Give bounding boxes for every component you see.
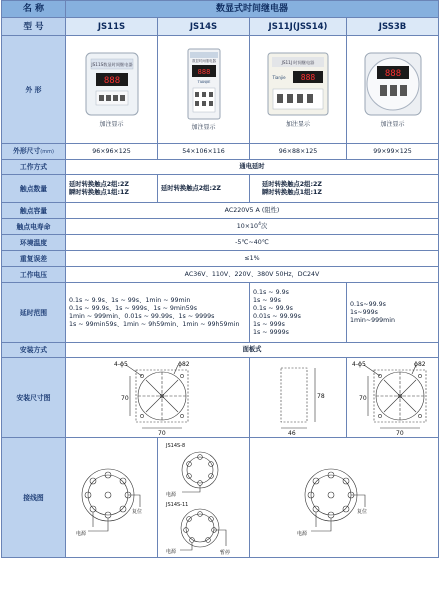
js14s11-label: JS14S-11 <box>165 501 188 508</box>
diameter-note-2: ϕ82 <box>414 360 426 368</box>
side-dimension: 70 <box>120 394 129 402</box>
dimensions-row <box>2 144 439 160</box>
reset-label-2: 复位 <box>357 508 368 515</box>
js14s-brand: TIANJIE <box>197 79 210 84</box>
power-label-2: 电源 <box>165 491 176 498</box>
power-label-1: 电源 <box>75 530 86 537</box>
mount-drawing-js11s <box>66 358 250 438</box>
model-js14s: JS14S <box>158 18 250 36</box>
working-mode-value: 通电延时 <box>66 160 439 175</box>
contacts-js11s: 延时转换触点2组:2Z 瞬时转换触点1组:1Z <box>66 175 158 203</box>
mount-dims-row <box>2 358 439 438</box>
bottom-dimension: 70 <box>157 429 166 436</box>
ambient-temp-label: 环境温度 <box>2 235 66 251</box>
dimension-js11j: 96×88×125 <box>250 144 347 160</box>
table-title: 数显式时间继电器 <box>66 1 439 18</box>
delay-range-js11j: 0.1s ~ 9.9s 1s ~ 99s 0.1s ~ 99.9s 0.01s ~ 99.99s 1s ~ 999s 1s ~ 9999s <box>250 283 347 343</box>
caption-js11s: 加注显示 <box>99 120 124 128</box>
holes-note: 4-ϕ5 <box>113 360 128 368</box>
repeat-error-row <box>2 251 439 267</box>
working-mode-row <box>2 160 439 175</box>
model-label: 型 号 <box>2 18 66 36</box>
mounting-row <box>2 343 439 358</box>
wiring-label: 接线图 <box>2 438 66 558</box>
power-label-4: 电源 <box>297 530 308 537</box>
ambient-temp-row <box>2 235 439 251</box>
delay-range-js11s-js14s: 0.1s ~ 9.9s、1s ~ 99s、1min ~ 99min 0.1s ~ 99.9s、1s ~ 999s、1s ~ 9min59s 1min ~ 999min、0.01s ~ 99.99s、1s ~ 9999s 1s ~ 99min59s、1min ~ 9h59min、1min ~ 99h59min <box>66 283 250 343</box>
wiring-js11s-cell <box>66 438 158 558</box>
reset-label-1: 复位 <box>131 508 142 515</box>
relay-js14s-image <box>184 48 224 122</box>
working-mode-label: 工作方式 <box>2 160 66 175</box>
contact-life-value: $10\times 10^4$次 <box>66 219 439 235</box>
svg-text:888: 888 <box>300 72 316 82</box>
wiring-js14s-cell <box>158 438 250 558</box>
side-dimension-2: 70 <box>359 394 367 402</box>
contacts-js14s: 延时转换触点2组:2Z <box>158 175 250 203</box>
repeat-error-label: 重复误差 <box>2 251 66 267</box>
relay-jss3b-image <box>362 51 424 119</box>
wiring-row <box>2 438 439 558</box>
svg-text:888: 888 <box>384 68 401 79</box>
contact-capacity-row <box>2 203 439 219</box>
bottom-dimension-2: 70 <box>396 429 404 436</box>
holes-note-2: 4-ϕ5 <box>352 360 366 368</box>
js11j-brand: Tianjie <box>272 74 286 80</box>
header-row <box>2 1 439 18</box>
model-jss3b: JSS3B <box>347 18 439 36</box>
cutout-drawing-round <box>108 360 208 436</box>
name-label: 名 称 <box>2 1 66 18</box>
js14s-face-label: 数显时间继电器 <box>191 58 216 63</box>
svg-text:888: 888 <box>103 75 120 86</box>
dimension-js14s: 54×106×116 <box>158 144 250 160</box>
ambient-temp-value: -5℃~40℃ <box>66 235 439 251</box>
photo-js11j-cell <box>250 36 347 144</box>
js14-width-dimension: 46 <box>288 429 296 436</box>
contact-capacity-label: 触点容量 <box>2 203 66 219</box>
delay-range-jss3b: 0.1s~99.9s 1s~999s 1min~999min <box>347 283 439 343</box>
dimension-jss3b: 99×99×125 <box>347 144 439 160</box>
repeat-error-value: ≤1% <box>66 251 439 267</box>
dimension-js11s: 96×96×125 <box>66 144 158 160</box>
model-js11s: JS11S <box>66 18 158 36</box>
caption-js11j: 加注显示 <box>285 120 310 128</box>
cutout-drawing-rect <box>263 360 333 436</box>
svg-text:888: 888 <box>197 67 210 76</box>
mount-drawing-jss3b <box>347 358 439 438</box>
contacts-label: 触点数量 <box>2 175 66 203</box>
wiring-js11j-jss3b-cell <box>250 438 439 558</box>
delay-range-label: 延时范围 <box>2 283 66 343</box>
contact-capacity-value: AC220V5 A (阻性) <box>66 203 439 219</box>
contacts-row <box>2 175 439 203</box>
dimensions-label: 外形尺寸(mm) <box>2 144 66 160</box>
voltage-label: 工作电压 <box>2 267 66 283</box>
voltage-row <box>2 267 439 283</box>
js11j-face-label: JS11J 时间继电器 <box>281 59 315 65</box>
photo-js14s-cell <box>158 36 250 144</box>
delay-range-row <box>2 283 439 343</box>
diameter-note: ϕ82 <box>177 360 190 368</box>
contact-life-row <box>2 219 439 235</box>
cutout-drawing-round-2 <box>350 360 438 436</box>
model-row <box>2 18 439 36</box>
mounting-label: 安装方式 <box>2 343 66 358</box>
wiring-diagram-js11s <box>72 453 152 543</box>
js11s-face-label: JS11S数显时间继电器 <box>90 61 133 67</box>
caption-js14s: 加注显示 <box>191 123 216 131</box>
mount-dims-label: 安装尺寸图 <box>2 358 66 438</box>
caption-jss3b: 加注显示 <box>380 120 405 128</box>
power-label-3: 电源 <box>165 548 176 555</box>
relay-js11s-image <box>82 51 142 119</box>
photo-jss3b-cell <box>347 36 439 144</box>
wiring-diagram-js14s <box>162 440 246 556</box>
spec-table <box>1 0 439 558</box>
mount-drawing-js14s <box>250 358 347 438</box>
appearance-label: 外 形 <box>2 36 66 144</box>
photo-js11s-cell <box>66 36 158 144</box>
voltage-value: AC36V、110V、220V、380V 50Hz，DC24V <box>66 267 439 283</box>
js14s8-label: JS14S-8 <box>165 442 185 449</box>
mounting-value: 面板式 <box>66 343 439 358</box>
contact-life-label: 触点电寿命 <box>2 219 66 235</box>
relay-js11j-image <box>265 51 331 119</box>
js14-height-dimension: 78 <box>317 392 325 400</box>
pause-label: 暂停 <box>219 549 230 556</box>
contacts-js11j-jss3b: 延时转换触点2组:2Z 瞬时转换触点1组:1Z <box>250 175 439 203</box>
model-js11j: JS11J(JSS14) <box>250 18 347 36</box>
wiring-diagram-js11j <box>289 453 399 543</box>
appearance-row <box>2 36 439 144</box>
